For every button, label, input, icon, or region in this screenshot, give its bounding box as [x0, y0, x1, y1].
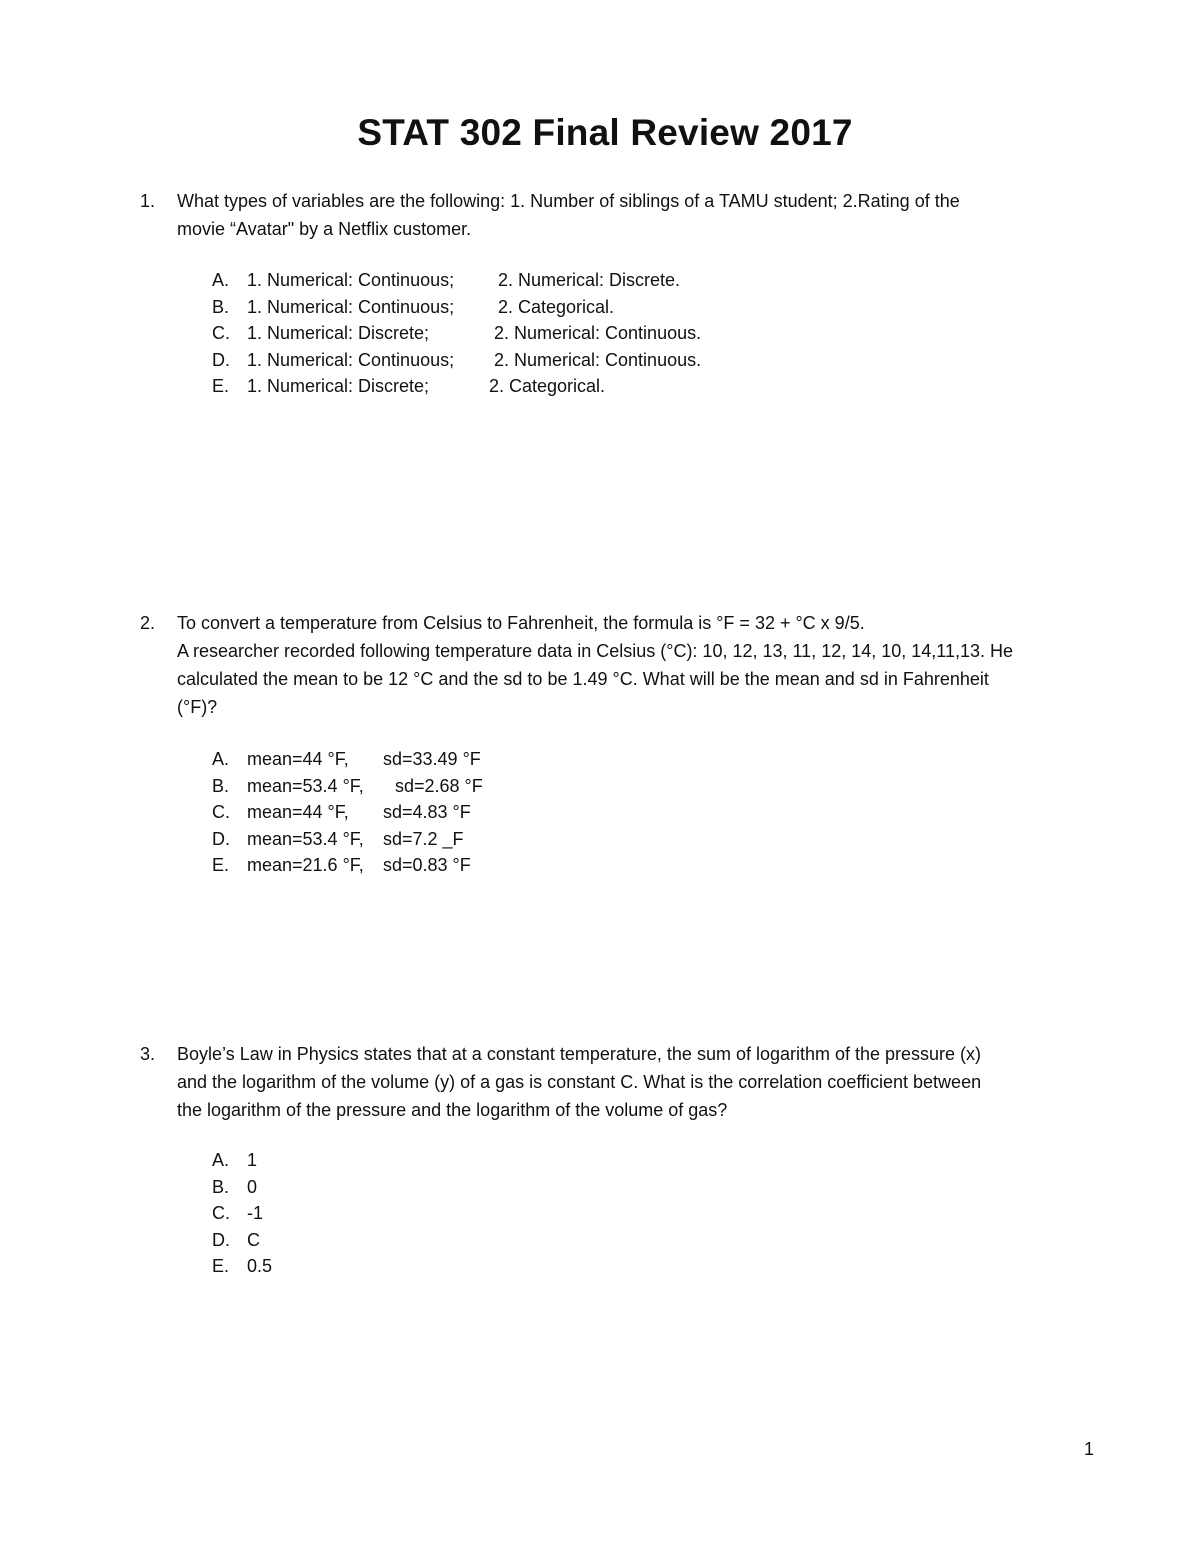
option-text: 1. Numerical: Continuous;	[247, 349, 455, 370]
option-letter: C.	[212, 323, 230, 343]
answer-options	[212, 746, 1012, 879]
answer-option-a	[212, 1147, 1012, 1174]
option-text: mean=53.4 °F,	[247, 775, 364, 796]
answer-options	[212, 267, 1012, 400]
option-letter: C.	[212, 802, 230, 822]
option-text-part2: sd=7.2 _F	[383, 828, 464, 849]
question-line: the logarithm of the pressure and the logarithm of the volume of gas?	[177, 1100, 728, 1120]
option-letter: D.	[212, 1229, 230, 1250]
option-text: mean=53.4 °F,	[247, 828, 364, 849]
option-text-part2: 2. Numerical: Discrete.	[498, 270, 681, 290]
question-line: and the logarithm of the volume (y) of a gas is constant C. What is the correlation coefficient between	[177, 1072, 982, 1092]
option-letter: D.	[212, 828, 230, 849]
option-text: C	[247, 1229, 260, 1250]
option-text-part2: 2. Numerical: Continuous.	[494, 323, 702, 343]
option-text-part2: 2. Numerical: Continuous.	[494, 349, 702, 370]
option-letter: B.	[212, 296, 230, 317]
answer-option-e	[212, 373, 1012, 400]
page-number: 1	[1084, 1439, 1095, 1459]
option-text-part2: sd=33.49 °F	[383, 749, 481, 769]
option-letter: E.	[212, 855, 230, 875]
option-text-part2: 2. Categorical.	[489, 376, 606, 396]
option-text: mean=44 °F,	[247, 802, 349, 822]
answer-option-c	[212, 1200, 1012, 1227]
page-title: STAT 302 Final Review 2017	[357, 112, 853, 153]
option-text: 1. Numerical: Discrete;	[247, 323, 430, 343]
option-text: 1. Numerical: Continuous;	[247, 270, 455, 290]
answer-option-d	[212, 347, 1012, 374]
option-letter: B.	[212, 1176, 230, 1197]
option-text: mean=44 °F,	[247, 749, 349, 769]
question-number: 2.	[140, 613, 156, 633]
question-line: calculated the mean to be 12 °C and the sd to be 1.49 °C. What will be the mean and sd in Fahrenheit	[177, 669, 989, 689]
question-line: Boyle’s Law in Physics states that at a constant temperature, the sum of logarithm of the pressure (x)	[177, 1044, 982, 1064]
answer-option-c	[212, 799, 1012, 826]
option-letter: A.	[212, 270, 230, 290]
option-letter: C.	[212, 1203, 230, 1223]
option-letter: D.	[212, 349, 230, 370]
option-text: mean=21.6 °F,	[247, 855, 364, 875]
question-line: movie “Avatar" by a Netflix customer.	[177, 219, 472, 239]
option-letter: E.	[212, 1256, 230, 1276]
answer-option-a	[212, 746, 1012, 773]
question-number: 3.	[140, 1044, 156, 1064]
option-text: 1. Numerical: Continuous;	[247, 296, 455, 317]
question-line: A researcher recorded following temperature data in Celsius (°C): 10, 12, 13, 11, 12, 14, 10, 14,11,13. He	[177, 641, 1014, 661]
answer-options	[212, 1147, 1012, 1280]
option-text-part2: 2. Categorical.	[498, 296, 615, 317]
question-line: What types of variables are the following: 1. Number of siblings of a TAMU student; 2.Rating of the	[177, 191, 960, 211]
answer-option-d	[212, 826, 1012, 853]
answer-option-e	[212, 1253, 1012, 1280]
option-text: 1	[247, 1150, 258, 1170]
option-letter: A.	[212, 749, 230, 769]
option-letter: E.	[212, 376, 230, 396]
option-text: -1	[247, 1203, 264, 1223]
option-text-part2: sd=0.83 °F	[383, 855, 471, 875]
answer-option-a	[212, 267, 1012, 294]
question-text	[177, 1040, 1097, 1124]
question-text	[177, 609, 1097, 721]
question-number: 1.	[140, 191, 156, 211]
answer-option-b	[212, 773, 1012, 800]
answer-option-b	[212, 294, 1012, 321]
option-text-part2: sd=4.83 °F	[383, 802, 471, 822]
question-line: To convert a temperature from Celsius to Fahrenheit, the formula is °F = 32 + °C x 9/5.	[177, 613, 865, 633]
option-letter: B.	[212, 775, 230, 796]
option-text: 0	[247, 1176, 258, 1197]
question-text	[177, 187, 1097, 243]
answer-option-d	[212, 1227, 1012, 1254]
answer-option-b	[212, 1174, 1012, 1201]
answer-option-e	[212, 852, 1012, 879]
option-letter: A.	[212, 1150, 230, 1170]
option-text-part2: sd=2.68 °F	[395, 775, 483, 796]
answer-option-c	[212, 320, 1012, 347]
question-line: (°F)?	[177, 697, 218, 717]
option-text: 0.5	[247, 1256, 273, 1276]
option-text: 1. Numerical: Discrete;	[247, 376, 430, 396]
